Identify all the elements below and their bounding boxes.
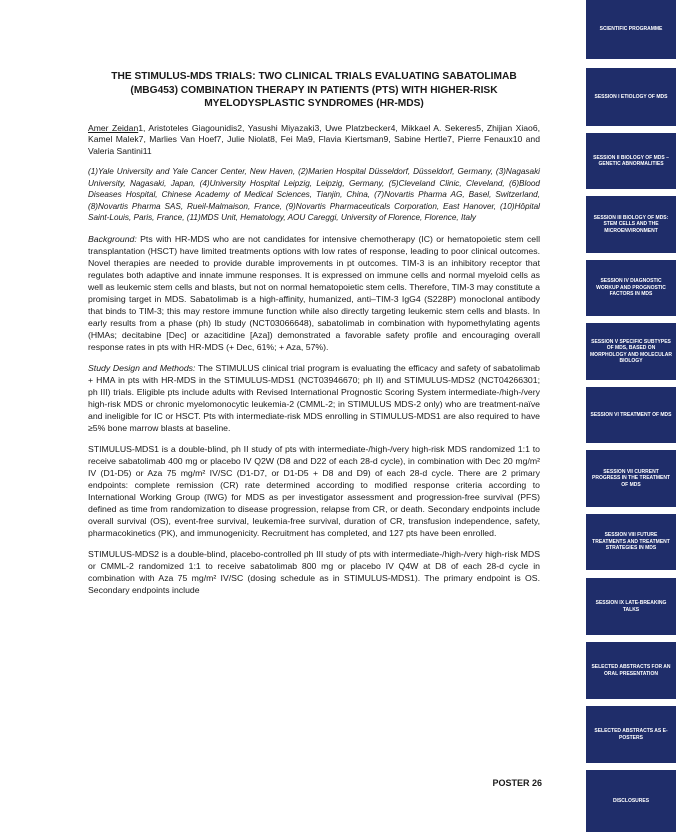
session-sidebar (586, 0, 676, 832)
background-heading: Background: (88, 234, 137, 245)
nav-label: DISCLOSURES (612, 797, 650, 804)
poster-number: POSTER 26 (492, 778, 542, 788)
abstract-content (88, 70, 540, 605)
mds1-paragraph: STIMULUS-MDS1 is a double-blind, ph II study of pts with intermediate-/high-/very high-risk MDS randomized 1:1 to receive sabatolimab 400 mg or placebo IV Q2W (D8 and D22 of each 28-d cycle), in combination with Dec 20 mg/m² IV (D1-D5) or Aza 75 mg/m² IV/SC (D1-D7, or D1-D5 + D8 and D9) of each 28-d cycle. There are 2 primary endpoints: complete remission (CR) rate determined according to modified response criteria according to International Working Group (IWG) for MDS as per investigator assessment and progression-free survival (PFS) defined as time from randomization to disease progression, relapse from CR, or death. Secondary endpoints include overall survival (OS), event-free survival, leukemia-free survival, duration of CR, transfusion independence, safety, pharmacokinetics (PK), and immunogenicity. Recruitment has completed, and 127 pts have been enrolled. (88, 444, 540, 539)
nav-label: SESSION V SPECIFIC SUBTYPES OF MDS, BASED ON MORPHOLOGY AND MOLECULAR BIOLOGY (590, 338, 672, 364)
study-design-heading: Study Design and Methods: (88, 363, 196, 374)
nav-label: SCIENTIFIC PROGRAMME (599, 26, 663, 33)
nav-label: SESSION IX LATE-BREAKING TALKS (595, 600, 667, 613)
nav-session-4[interactable] (586, 260, 676, 316)
nav-label: SESSION VI TREATMENT OF MDS (590, 411, 672, 418)
nav-session-5[interactable] (586, 323, 676, 380)
nav-session-9[interactable] (586, 578, 676, 635)
nav-session-2[interactable] (586, 133, 676, 189)
nav-session-3[interactable] (586, 196, 676, 253)
affiliations: (1)Yale University and Yale Cancer Center, New Haven, (2)Marien Hospital Düsseldorf, Düsseldorf, Germany, (3)Nagasaki University, Nagasaki, Japan, (4)University Hospital Leipzig, Leipzig, Germany, (5)Cleveland Clinic, Cleveland, (6)Blood Diseases Hospital, Chinese Academy of Medical Sciences, Tianjin, China, (7)Novartis Pharma AG, Basel, Switzerland, (8)Novartis Pharma SAS, Rueil-Malmaison, France, (9)Novartis Pharmaceuticals Corporation, East Hanover, (10)Hôpital Saint-Louis, Paris, France, (11)MDS Unit, Hematology, AOU Careggi, University of Florence, Florence, Italy (88, 167, 540, 222)
nav-label: SELECTED ABSTRACTS FOR AN ORAL PRESENTATION (591, 664, 671, 677)
study-design-text: The STIMULUS clinical trial program is evaluating the efficacy and safety of sabatolimab + HMA in pts with HR-MDS in the STIMULUS-MDS1 (NCT03946670; ph II) and STIMULUS-MDS2 (NCT04266301; ph III) trials. Eligible pts include adults with Revised International Prognostic Scoring System intermediate-/high-/very high-risk MDS or chronic myelomonocytic leukemia-2 (CMML-2; in STIMULUS MDS-2 only) who are treatment-naïve and ineligible for IC or HSCT. Pts with intermediate-risk MDS enrolling in STIMULUS-MDS1 are also required to have ≥5% bone marrow blasts at baseline. (88, 363, 540, 434)
nav-label: SESSION VII CURRENT PROGRESS IN THE TREATMENT OF MDS (592, 468, 670, 488)
author-names: 1, Aristoteles Giagounidis2, Yasushi Miyazaki3, Uwe Platzbecker4, Mikkael A. Sekeres5, Zhijian Xiao6, Kamel Malek7, Marlies Van Hoef7, Julie Niolat8, Fei Ma9, Flavia Kiertsman9, Sabine Hertle7, Pierre Fenaux10 and Valeria Santini11 (88, 122, 540, 156)
nav-label: SELECTED ABSTRACTS AS E-POSTERS (594, 728, 668, 741)
background-text: Pts with HR-MDS who are not candidates for intensive chemotherapy (IC) or hematopoietic stem cell transplantation (HSCT) have limited treatments options with low rates of response, leading to poor clinical outcomes. Novel therapies are needed to provide durable improvements in pt outcomes. TIM-3 is an inhibitory receptor that regulates both adaptive and innate immune responses. It is expressed on immune cells and normal myeloid cells as well as leukemic stem cells and blasts, but not on normal hematopoietic stem cells. Therefore, TIM-3 may constitute a promising target in MDS. Sabatolimab is a high-affinity, humanized, anti–TIM-3 IgG4 (S228P) monoclonal antibody that binds to TIM-3; this may restore immune function while also directly targeting leukemic stem cells and blasts. In early results from a phase (ph) Ib study (NCT03066648), sabatolimab in combination with hypomethylating agents (HMAs; decitabine [Dec] or azacitidine [Aza]) demonstrated a favorable safety profile and encouraging overall response rates in pts with HR-MDS (+ Dec, 61%; + Aza, 57%). (88, 234, 540, 353)
nav-label: SESSION VIII FUTURE TREATMENTS AND TREATMENT STRATEGIES IN MDS (592, 532, 670, 552)
study-design-paragraph (88, 362, 540, 434)
author-list (88, 123, 540, 158)
nav-disclosures[interactable] (586, 770, 676, 832)
nav-session-7[interactable] (586, 450, 676, 507)
background-paragraph (88, 233, 540, 353)
presenting-author: Amer Zeidan (88, 122, 139, 133)
nav-scientific-programme[interactable] (586, 0, 676, 59)
nav-label: SESSION IV DIAGNOSTIC WORKUP AND PROGNOSTIC FACTORS IN MDS (596, 278, 666, 298)
nav-session-1[interactable] (586, 68, 676, 126)
nav-session-8[interactable] (586, 514, 676, 570)
nav-selected-eposters[interactable] (586, 706, 676, 763)
nav-label: SESSION I ETIOLOGY OF MDS (594, 93, 668, 100)
mds2-paragraph: STIMULUS-MDS2 is a double-blind, placebo-controlled ph III study of pts with intermediate-/high-/very high-risk MDS or CMML-2 randomized 1:1 to receive sabatolimab 800 mg or placebo IV Q4W at D8 of each 28-d cycle in combination with Aza 75 mg/m² IV/SC (dosing schedule as in STIMULUS-MDS1). The primary endpoint is OS. Secondary endpoints include (88, 549, 540, 596)
nav-selected-oral[interactable] (586, 642, 676, 699)
nav-label: SESSION II BIOLOGY OF MDS – GENETIC ABNORMALITIES (593, 154, 669, 167)
nav-label: SESSION III BIOLOGY OF MDS: STEM CELLS AND THE MICROENVIRONMENT (593, 214, 669, 234)
nav-session-6[interactable] (586, 387, 676, 443)
abstract-title: THE STIMULUS-MDS TRIALS: TWO CLINICAL TRIALS EVALUATING SABATOLIMAB (MBG453) COMBINATION THERAPY IN PATIENTS (PTS) WITH HIGHER-RISK MYELODYSPLASTIC SYNDROMES (HR-MDS) (111, 71, 517, 109)
